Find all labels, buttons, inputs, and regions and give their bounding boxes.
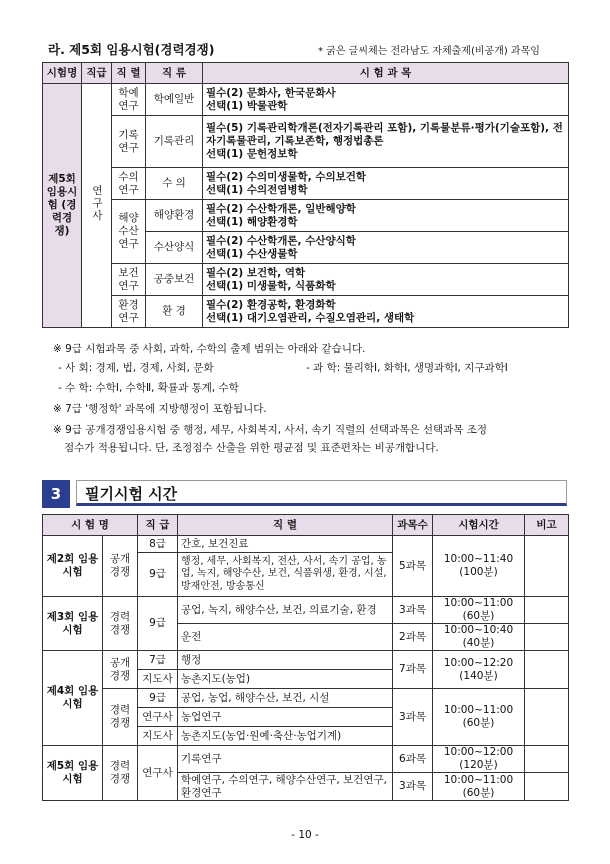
section-3-header [42,480,567,508]
header-grade: 직 급 [138,515,178,536]
exam-kind-cell: 공개경쟁 [103,651,138,689]
time-cell: 10:00~10:40 (40분) [433,624,525,651]
count-cell: 3과목 [393,689,433,746]
note-scope: ※ 9급 시험과목 중 사회, 과학, 수학의 출제 범위는 아래와 같습니다. [53,343,366,355]
subjects-cell: 필수(2) 환경공학, 환경화학 선택(1) 대기오염관리, 수질오염관리, 생태학 [203,296,569,328]
exam-name-cell: 제4회 임용시험 [43,651,103,746]
type-cell: 환 경 [146,296,203,328]
note-admin: ※ 7급 '행정학' 과목에 지방행정이 포함됩니다. [53,403,267,415]
note-cell [525,689,569,746]
series-cell: 농촌지도(농업) [178,670,393,689]
count-cell: 3과목 [393,597,433,624]
series-cell: 학예연구, 수의연구, 해양수산연구, 보건연구, 환경연구 [178,773,393,801]
subjects-cell: 필수(2) 수산학개론, 일반해양학 선택(1) 해양환경학 [203,200,569,232]
time-cell: 10:00~11:00 (60분) [433,597,525,624]
series-cell: 간호, 보건진료 [178,536,393,553]
table-row [43,651,569,670]
series-cell: 공업, 녹지, 해양수산, 보건, 의료기술, 환경 [178,597,393,624]
schedule-table [42,514,569,801]
count-cell: 6과목 [393,746,433,773]
series-cell: 행정 [178,651,393,670]
series-cell: 공업, 농업, 해양수산, 보건, 시설 [178,689,393,708]
header-time: 시험시간 [433,515,525,536]
series-cell: 기록연구 [112,116,146,168]
series-cell: 보건연구 [112,264,146,296]
subjects-cell: 필수(5) 기록관리학개론(전자기록관리 포함), 기록물분류·평가(기술포함), 전자기록물관리, 기록보존학, 행정법총론 선택(1) 문헌정보학 [203,116,569,168]
grade-cell: 7급 [138,651,178,670]
type-cell: 공중보건 [146,264,203,296]
exam-name-cell: 제2회 임용시험 [43,536,103,597]
table-row [43,597,569,624]
grade-cell: 9급 [138,689,178,708]
subjects-cell: 필수(2) 문화사, 한국문화사 선택(1) 박물관학 [203,84,569,116]
header-exam: 시험명 [43,63,82,84]
header-exam: 시 험 명 [43,515,138,536]
series-cell: 수의연구 [112,168,146,200]
time-cell: 10:00~12:00 (120분) [433,746,525,773]
type-cell: 기록관리 [146,116,203,168]
note-cell [525,773,569,801]
type-cell: 수산양식 [146,232,203,264]
type-cell: 해양환경 [146,200,203,232]
subjects-table [42,62,569,328]
series-cell: 기록연구 [178,746,393,773]
grade-cell: 9급 [138,597,178,651]
header-series: 직 렬 [178,515,393,536]
table-row [43,84,569,116]
count-cell: 2과목 [393,624,433,651]
series-cell: 농촌지도(농업·원예·축산·농업기계) [178,727,393,746]
section-number: 3 [42,480,70,508]
series-cell: 운전 [178,624,393,651]
exam-kind-cell: 경력경쟁 [103,689,138,746]
note-cell [525,651,569,689]
exam-kind-cell: 경력경쟁 [103,746,138,801]
grade-cell: 9급 [138,553,178,597]
table-row [43,689,569,708]
header-type: 직 류 [146,63,203,84]
note-science: - 과 학: 물리학Ⅰ, 화학Ⅰ, 생명과학Ⅰ, 지구과학Ⅰ [306,362,508,374]
header-series: 직 렬 [112,63,146,84]
note-cell [525,624,569,651]
exam-name-cell: 제5회 임용시험 (경력경쟁) [43,84,82,328]
table-row [43,536,569,553]
time-cell: 10:00~11:40 (100분) [433,536,525,597]
subjects-cell: 필수(2) 수산학개론, 수산양식학 선택(1) 수산생물학 [203,232,569,264]
series-cell: 농업연구 [178,708,393,727]
count-cell: 7과목 [393,651,433,689]
exam-kind-cell: 경력경쟁 [103,597,138,651]
grade-cell: 연구사 [138,746,178,801]
grade-cell: 연구사 [82,84,112,328]
grade-cell: 8급 [138,536,178,553]
subjects-cell: 필수(2) 수의미생물학, 수의보건학 선택(1) 수의전염병학 [203,168,569,200]
subjects-cell: 필수(2) 보건학, 역학 선택(1) 미생물학, 식품화학 [203,264,569,296]
note-adjust: ※ 9급 공개경쟁임용시험 중 행정, 세무, 사회복지, 사서, 속기 직렬의 선택과목은 선택과목 조정 [53,424,488,436]
note-cell [525,597,569,624]
header-grade: 직급 [82,63,112,84]
grade-cell: 연구사 [138,708,178,727]
note-cell [525,746,569,773]
legend-note: * 굵은 글씨체는 전라남도 자체출제(비공개) 과목임 [318,46,540,57]
note-adjust-2: 점수가 적용됩니다. 단, 조정점수 산출을 위한 평균점 및 표준편차는 비공개합니다. [64,442,439,454]
type-cell: 학예일반 [146,84,203,116]
table-row [43,200,569,232]
header-note: 비고 [525,515,569,536]
grade-cell: 지도사 [138,670,178,689]
series-cell: 해양수산연구 [112,200,146,264]
time-cell: 10:00~11:00 (60분) [433,689,525,746]
section-title: 라. 제5회 임용시험(경력경쟁) [48,42,215,57]
exam-name-cell: 제3회 임용시험 [43,597,103,651]
page-number: - 10 - [291,829,319,841]
grade-cell: 지도사 [138,727,178,746]
table-row [43,746,569,773]
time-cell: 10:00~12:20 (140분) [433,651,525,689]
series-cell: 학예연구 [112,84,146,116]
series-cell: 행정, 세무, 사회복지, 전산, 사서, 속기 공업, 농업, 녹지, 해양수산, 보건, 식품위생, 환경, 시설, 방재안전, 방송통신 [178,553,393,597]
table-header-row [43,515,569,536]
series-cell: 환경연구 [112,296,146,328]
note-math: - 수 학: 수학Ⅰ, 수학Ⅱ, 확률과 통계, 수학 [58,382,239,394]
table-row [43,296,569,328]
table-row [43,168,569,200]
time-cell: 10:00~11:00 (60분) [433,773,525,801]
count-cell: 3과목 [393,773,433,801]
header-subjects: 시 험 과 목 [203,63,569,84]
exam-name-cell: 제5회 임용시험 [43,746,103,801]
section-3-title: 필기시험 시간 [76,480,567,506]
table-row [43,264,569,296]
note-social: - 사 회: 경제, 법, 경제, 사회, 문화 [58,362,214,374]
count-cell: 5과목 [393,536,433,597]
type-cell: 수 의 [146,168,203,200]
table-row [43,116,569,168]
exam-kind-cell: 공개경쟁 [103,536,138,597]
header-count: 과목수 [393,515,433,536]
table-header-row [43,63,569,84]
note-cell [525,536,569,597]
